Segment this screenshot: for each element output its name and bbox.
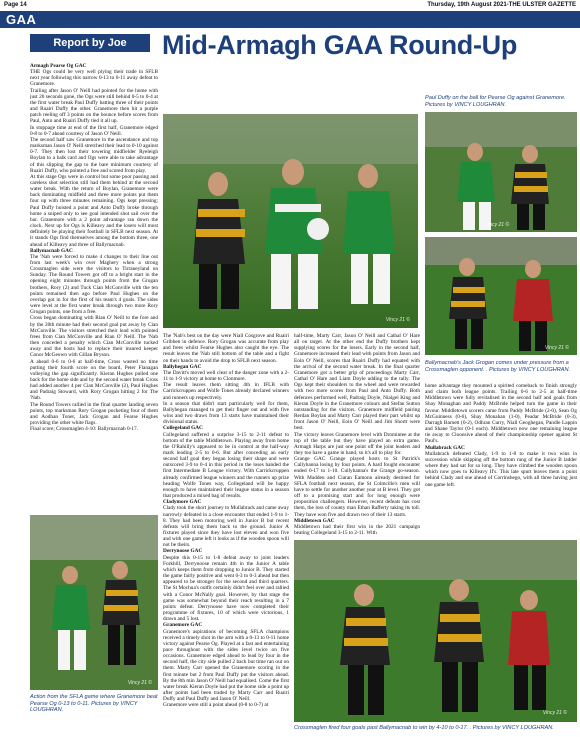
caption-top-right: Paul Duffy on the ball for Pearse Og against Granemore. Pictures by VINCY LOUGHRAN. xyxy=(425,95,566,108)
paragraph: In a season that didn't start particularly well for them, Ballyhegan managed to get their finger out and with five wins and two draws from 13 starts have maintained their divisional status. xyxy=(163,400,289,426)
paragraph: Grange GAC Grange played hosts to St Patrick's Cullyhanna losing by four points. A hard fought encounter ended 0-17 to 1-10. Cullyhanna's the Grange go-season. With Madden and Ciaran Eamonn already destined for SFLA football next season, the St Colmcille's men will have to settle for another another year at B level. They got off to a promising start and for long enough were proposition challengers. However, recent defeats has cost them, the loss of county man Ethan Rafferty taking its toll. They have won five and drawn two of their 13 starts. xyxy=(294,456,420,518)
club-heading: Collegeland GAC xyxy=(163,425,203,432)
club-heading: Mullabrack GAC xyxy=(425,444,465,451)
photo-watermark: Vincy 21 © xyxy=(542,710,567,716)
paragraph: Mullabrack defeated Clady, 1-9 to 1-8 to make it two wins in succession while skipping off the bottom rung of the Junior B ladder where they had sat for so long. They have climbed the wooden spoon which now goes to Killeavy II's. This late spurt leaves them a point behind Clady and one ahead of Corrinshego, with all three having just one game left. xyxy=(425,450,577,488)
paragraph: The result leaves them sitting 4th in IFLB with Carrickcruppen and Wolfe Tones already declared winners and runners up respectively. xyxy=(163,382,289,401)
caption-bottom-mid: Crossmaglen fired four goals past Ballymacnab to win by 4-10 to 0-17. . Pictures by VINCY LOUGHRAN. xyxy=(294,725,554,731)
paragraph: The second half saw Granemore in the ascendance and top marksman Jason O' Neill stretched their lead to 0-10 against 0-7. They then lost their towering midfielder Ryeleigh Boylan to a balk card and Ogs were able to take advantage of this slipping the gap to the bare minimum courtesy of Ruairi Duffy, who pointed a free and scored from play. xyxy=(30,136,158,174)
paragraph: Collegeland suffered a surprise 3-15 to 2-11 defeat to bottom of the table Middletown. Playing away from home the O'Rahilly's appeared to be in control at the half-way mark leading 2-5 to 0-6. But after conceding an early second half goal they began losing their shape and were outscored 3-9 to 0-4 in this period in the loses handed the first Intermediate B League victory. With Carrickcruppen already confirmed league winners and the runners up prize heading Wolfe Tones way, Collegeland will be happy enough to have maintained their league status in a season that produced a mixed bag of results. xyxy=(163,431,289,500)
photo-crossmaglen-v-ballymacnab xyxy=(294,540,577,722)
paragraph: The victory leaves Granemore level with Dromintee at the top of the table but they have played an extra game. Armagh Harps are just one point off the joint leaders and they too have a game in hand, so it's all to play for. xyxy=(294,431,420,456)
paragraph: Clady took the short journey to Mullabrack and came away narrowly defeated in a close encounter that ended 1-9 to 1-8. They had been motoring well in Junior B but recent defeats will bring them back to the ground. Junior A fixtures played since they have lost eleven and won five and with one game left it looks as if the wooden spoon will not be theirs. xyxy=(163,505,289,549)
article-column-1 xyxy=(30,63,158,510)
photo-watermark: Vincy 21 © xyxy=(385,317,410,323)
paragraph: Granemore were still a point ahead (0-8 to 0-7) at xyxy=(163,702,269,709)
paragraph: Granemore's aspirations of becoming SFLA champions received a timely shot in the arm with a 0-13 to 0-11 home victory against Pearse Og. Played at a fast and entertaining pace throughout with the sides level twice on five occasions. Granemore edged ahead to lead by four in the second half, the city side pulled 2 back but time ran out on them. Marty Carr opened the Granemore scoring in the first minute but 2 from Paul Duffy put the visitors ahead. By the 8th min Jason O' Neill had equalised. Come the first water break Kieran Doyle had put the home side a point up after points had been traded by Marty Carr and Ruairi Duffy and Paul Duffy and Jason O' Neill. xyxy=(163,628,289,703)
section-banner xyxy=(0,11,580,28)
paragraph: In stoppage time at end of the first half, Granemore edged 0-8 to 0-7 ahead courtesy of Jason O' Neill. xyxy=(30,124,158,137)
photo-sfla-action xyxy=(30,515,158,690)
paragraph: The Round Towers rallied in the final quarter landing seven points, top marksman Rory Grogan pocketing four of them and Aodhan Toner, Jack Grogan and Fearse Hughes providing the other white flags. xyxy=(30,401,158,427)
club-heading: Derrynoose GAC xyxy=(163,548,203,555)
paragraph: The 'Nab were forced to make 4 changes to their line out from last week's win over Maghery when a strong Crossmaglen side were the visitors to Tirraneyland on Sunday. The Round Towers got off to a bright start in the opening eight minutes through points from the Grogan brothers, Rory (2) and Tuck Cian McConville with the ten points remained then ago before Paul Hughes on the overlap got in for the first of his team's 4 goals. The sides were level at the first water break through two more Rory Grogan points, one from a free. xyxy=(30,253,158,316)
paragraph: half-time, Marty Carr, Jason O' Neill and Cathal O' Hare all on target. At the other end the Duffy brothers kept supplying scores for the losers. Early in the second half, Granemore increased their lead with points from Jason and Eoin O' Neill, scores that Ruairi Duffy had equated with the arrival of the second water break. In the final quarter Granemore got a better grip of proceedings Marty Carr, Cathal O' Hare and Liam Doyle adding to the tally. The Ogs kept their shoulders to the wheel and were rewarded with two more scores from Paul and Anto Duffy. Both defences performed well, Padraig Doyle, Nialgel King and Kieran Doyle in the Granemore colours and Stefan Sutton outstanding for the visitors. Granemore midfield pairing Rerdan Boylan and Marty Carr played their part whilst up front Jason O' Neill, Eoin O' Neill and Jim Shortt were best. xyxy=(294,333,420,432)
club-heading: Middletown GAC xyxy=(294,517,335,524)
headline: Mid-Armagh GAA Round-Up xyxy=(162,30,518,60)
paragraph: The 'Nab's best on the day were Niall Cosgrove and Ruairi Gribben in defence. Rory Grogan was accurate from play and frees whilst Fearse Hughes also caught the eye. The result leaves the 'Nab still bottom of the table and a fight on their hands to avoid the drop to SFLB next season. xyxy=(163,333,289,364)
paragraph: At this stage Ogs were in control but some poor passing and careless shot selection still had them behind at the second water break. With the return of Boylan, Granemore were back dominating midfield and three more points put them four up with three minutes remaining. Ogs kept pressing; Paul Duffy hoisted a point and Anto Duffy broke through home a sniped only to see goal intended shot sail over the bar. Granemore with a 2 point advantage ran down the clock. Next up for Ogs is Killeavy and the losers will most definitely be playing their football in SFLB next season. At it stands Ogs find themselves among the bottom three, one ahead of Killeavy and three of Ballymacnab. xyxy=(30,173,158,248)
paragraph: Final score; Crossmaglen 4-10: Ballymacnab 0-17. xyxy=(30,426,138,433)
photo-image xyxy=(163,114,418,328)
club-heading: Cladymore GAC xyxy=(163,499,202,506)
caption-mid-right: Ballymacnab's Jack Grogan comes under pressure from a Crossmaglen opponent. . Pictures by VINCY LOUGHRAN. xyxy=(425,360,571,373)
paragraph: home advantage they mounted a spirited comeback to finish strongly and claim both league points. Trailing 0-6 to 2-5 at half-time Middletown were fully revitalised in the second half and goals from Shay Monaghan and Paddy McBride helped turn the game in their favour. Middletown scorers came from Paddy McBride (2-0), Sean Og McGuinness (0-6), Shay Monahan (1-0), Peadar McBride (0-3), Darragh Barnett (0-2), Odhran Curry, Niall Geoghegan, Pandle Lappin and Shane Taylor (0-1 each). Middletown now one remaining league tie away to Cloonsive ahead of their championship opener against St Paul's. xyxy=(425,383,577,445)
photo-image xyxy=(425,237,577,355)
paragraph: Trailing after Jason O' Neill had pointed for the home with just 20 seconds gone, the Ogs were still behind 0-5 to 0-4 at the first water break Paul Duffy batting three of their points and Ruairi Duffy the other. Granemore then hit a purple patch reeling off 3 points on the bounce before scores from Paul, Anto and Ruairi Duffy tied it all up. xyxy=(30,87,158,125)
article-column-3 xyxy=(294,333,420,537)
photo-image xyxy=(425,112,577,232)
paragraph: The Davitt's moved well clear of the danger zone with a 2-11 to 1-9 victory at home to Clonmore. xyxy=(163,369,289,383)
paragraph: Middletown had their first win in the 2021 campaign beating Collegeland 3-15 to 2-11. With xyxy=(294,523,420,536)
club-heading: Granemore GAC xyxy=(163,622,203,629)
photo-jack-grogan xyxy=(425,237,577,355)
photo-image xyxy=(30,515,158,690)
page-number: Page 14 xyxy=(4,2,27,8)
caption-bottom-left: Action from the SFLA game where Granemore beat Pearse Og 0-13 to 0-11. Pictures by VINCY LOUGHRAN. xyxy=(30,694,158,713)
photo-watermark: Vincy 21 © xyxy=(127,680,152,686)
article-column-2 xyxy=(163,333,289,735)
article-column-4 xyxy=(425,383,577,543)
photo-paul-duffy xyxy=(425,112,577,232)
paragraph: Despite this 0-15 to 1-8 defeat away to joint leaders Forkhill, Derrynoose remain 4th in the Junior A table which keeps them from dropping to Junior B. They started the game fairly positive and went 0-3 to 0-3 ahead but then appeared to be stronger for the second and third quarters. The St Mochua's outfit certainly didn't feel over and rallied with a Conor McNally goal. However, by that stage the game was somewhat beyond their reach resulting in a 7 points defeat. Derrynoose have now completed their programme of fixtures, 10 of which were victorious, 1 drawn and 5 lost. xyxy=(163,554,289,623)
paragraph: A ahead 0-6 to 0-6 at half-time, Cross wasted no time putting their fourth score on the board, Peter Flanagan volleying the gap significantly. Kieran Hughes pulled one back for the home side and by the second water break Cross had added another 4 per Cian McConville (2), Paul Hughes and Padraig Stoward, with Rory Grogan hitting 2 for The 'Nab. xyxy=(30,358,158,402)
paragraph: Cross began dominating with Rian O' Neill to the fore and by the 20th minute had their second goal put away by Cian McConville. The visitors stretched their lead with pointed frees from Cian McConville and Rian O' Neill. The 'Nab then conceded a penalty which Cian McConville tucked away and the hosts had to replace their insured keeper Conor McGeown with Gillan Bryson. xyxy=(30,315,158,359)
section-title: GAA xyxy=(6,12,37,27)
photo-pearse-og-v-granemore xyxy=(163,114,418,328)
paragraph: THE Ogs could be very well plying their trade in SFLB next year following this narrow 0-13 to 0-11 away defeat to Granemore. xyxy=(30,69,158,88)
photo-watermark: Vincy 21 © xyxy=(544,345,569,351)
club-heading: Armagh Pearse Og GAC xyxy=(30,63,87,69)
club-heading: Ballymacnab GAC xyxy=(30,247,73,254)
byline: Report by Joe McManus xyxy=(30,34,150,52)
photo-watermark: Vincy 21 © xyxy=(485,222,510,228)
page-top-bar xyxy=(0,0,580,11)
club-heading: Ballyhegan GAC xyxy=(163,363,202,370)
photo-image xyxy=(294,540,577,722)
dateline: Thursday, 19th August 2021-THE ULSTER GAZETTE xyxy=(427,2,576,8)
